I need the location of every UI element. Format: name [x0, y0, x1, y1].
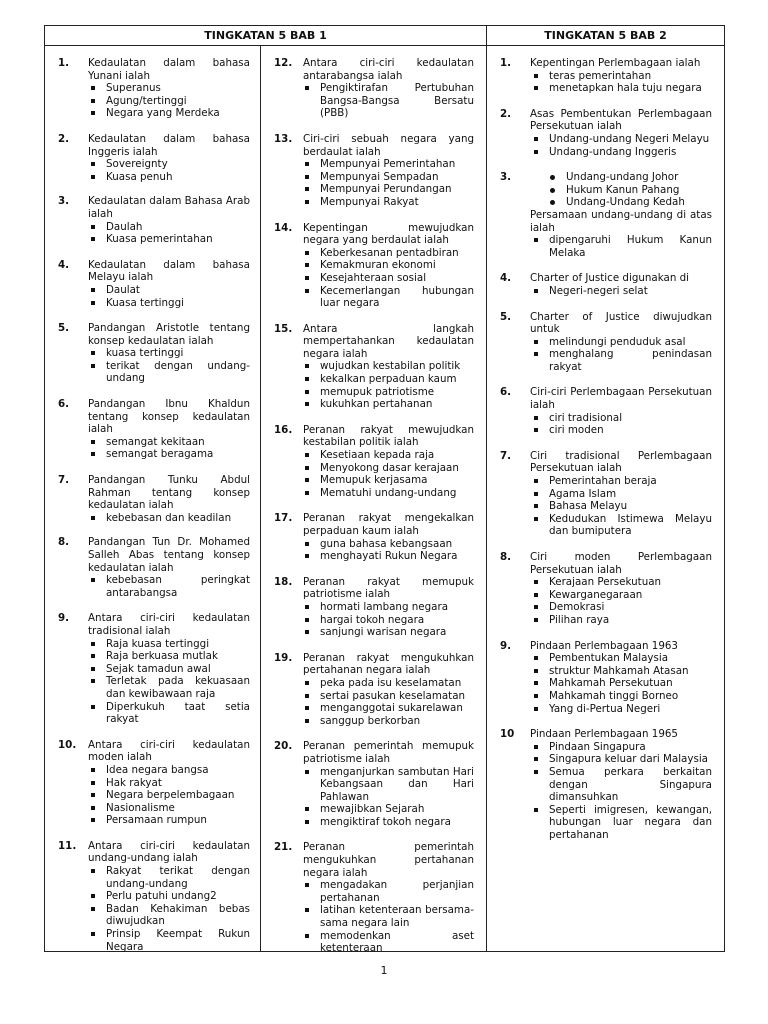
list-item: menetapkan hala tuju negara	[532, 82, 712, 95]
question-number: 10	[500, 728, 515, 741]
list-item: mengadakan perjanjian pertahanan	[303, 879, 474, 904]
list-item: Memupuk kerjasama	[303, 474, 474, 487]
column-bab1-a	[45, 46, 261, 951]
list-item: Hak rakyat	[89, 777, 250, 790]
list-item: wujudkan kestabilan politik	[303, 360, 474, 373]
question-text: Antara ciri-ciri kedaulatan undang-undang ialah	[88, 839, 250, 865]
bullet-list	[89, 347, 250, 385]
header-left: TINGKATAN 5 BAB 1	[45, 26, 487, 45]
bullet-list	[89, 221, 250, 246]
question-item	[261, 841, 486, 954]
question-number: 12.	[274, 57, 293, 69]
column-bab1-b	[261, 46, 487, 955]
bullet-list	[303, 677, 474, 727]
list-item: mengiktiraf tokoh negara	[303, 816, 474, 829]
bullet-list	[532, 336, 712, 374]
list-item: Badan Kehakiman bebas diwujudkan	[89, 903, 250, 928]
bullet-list	[303, 82, 474, 120]
question-item	[261, 576, 486, 639]
list-item: Undang-undang Negeri Melayu	[532, 133, 712, 146]
question-text: Kedaulatan dalam Bahasa Arab ialah	[88, 195, 250, 220]
question-text: Peranan rakyat mengekalkan perpaduan kaum ialah	[303, 512, 474, 537]
bullet-list	[89, 574, 250, 599]
list-item: Nasionalisme	[89, 802, 250, 815]
list-item: Kesejahteraan sosial	[303, 272, 474, 285]
question-text: Antara ciri-ciri kedaulatan moden ialah	[88, 738, 250, 764]
list-item: guna bahasa kebangsaan	[303, 538, 474, 551]
question-text: Kedaulatan dalam bahasa Melayu ialah	[88, 258, 250, 284]
list-item: Pemerintahan beraja	[532, 475, 712, 488]
question-text: Kepentingan mewujudkan negara yang berdaulat ialah	[303, 221, 474, 247]
question-text: Persamaan undang-undang di atas ialah	[530, 208, 712, 234]
question-text: Peranan rakyat memupuk patriotisme ialah	[303, 575, 474, 601]
bullet-list	[532, 234, 712, 259]
question-number: 18.	[274, 575, 293, 588]
list-item: Semua perkara berkaitan dengan Singapura dimansuhkan	[532, 766, 712, 804]
question-number: 4.	[58, 258, 70, 271]
question-number: 20.	[274, 740, 293, 753]
list-item: Hukum Kanun Pahang	[549, 184, 712, 197]
question-number: 11.	[58, 839, 77, 852]
list-item: Singapura keluar dari Malaysia	[532, 753, 712, 766]
question-number: 6.	[58, 398, 70, 411]
question-text: Ciri tradisional Perlembagaan Persekutuan ialah	[530, 449, 712, 475]
list-item: semangat kekitaan	[89, 436, 250, 449]
question-number: 4.	[500, 272, 512, 285]
list-item: Pembentukan Malaysia	[532, 652, 712, 665]
bullet-list	[532, 412, 712, 437]
bullet-list	[303, 766, 474, 829]
list-item: kebebasan peringkat antarabangsa	[89, 574, 250, 599]
question-number: 7.	[500, 449, 512, 462]
question-text: Ciri moden Perlembagaan Persekutuan ialah	[530, 551, 712, 576]
list-item: Raja berkuasa mutlak	[89, 650, 250, 663]
question-text: Antara ciri-ciri kedaulatan antarabangsa ialah	[303, 57, 474, 82]
question-text: Asas Pembentukan Perlembagaan Persekutuan ialah	[530, 107, 712, 133]
question-item	[487, 728, 724, 841]
list-item: Undang-Undang Kedah	[549, 196, 712, 209]
question-text: Peranan pemerintah mengukuhkan pertahanan negara ialah	[303, 841, 474, 879]
question-number: 3.	[58, 195, 70, 208]
question-item	[45, 133, 260, 183]
list-item: hormati lambang negara	[303, 601, 474, 614]
bullet-list	[89, 284, 250, 309]
list-item: Bahasa Melayu	[532, 500, 712, 513]
list-item: Idea negara bangsa	[89, 764, 250, 777]
question-item	[45, 398, 260, 461]
list-item: Daulah	[89, 221, 250, 234]
question-text: Pandangan Aristotle tentang konsep kedaulatan ialah	[88, 322, 250, 347]
list-item: Sejak tamadun awal	[89, 663, 250, 676]
bullet-list	[303, 247, 474, 310]
question-item	[261, 424, 486, 500]
bullet-list	[303, 879, 474, 955]
list-item: kuasa tertinggi	[89, 347, 250, 360]
list-item: melindungi penduduk asal	[532, 336, 712, 349]
list-item: menghayati Rukun Negara	[303, 550, 474, 563]
question-text: Ciri-ciri Perlembagaan Persekutuan ialah	[530, 386, 712, 412]
bullet-list	[532, 475, 712, 538]
bullet-list	[303, 360, 474, 410]
page-number: 1	[380, 964, 388, 977]
question-text: Peranan rakyat mewujudkan kestabilan politik ialah	[303, 423, 474, 449]
list-item: Mahkamah tinggi Borneo	[532, 690, 712, 703]
list-item: Kewarganegaraan	[532, 589, 712, 602]
question-text: Peranan rakyat mengukuhkan pertahanan negara ialah	[303, 651, 474, 677]
question-item	[487, 311, 724, 374]
list-item: latihan ketenteraan bersama-sama negara lain	[303, 904, 474, 929]
question-item	[45, 195, 260, 245]
list-item: hargai tokoh negara	[303, 614, 474, 627]
list-item: peka pada isu keselamatan	[303, 677, 474, 690]
list-item: memupuk patriotisme	[303, 386, 474, 399]
question-text: Pandangan Tunku Abdul Rahman tentang konsep kedaulatan ialah	[88, 474, 250, 512]
question-number: 13.	[274, 132, 293, 145]
question-number: 5.	[500, 310, 512, 323]
question-item	[261, 57, 486, 120]
list-item: menghalang penindasan rakyat	[532, 348, 712, 373]
list-item: Menyokong dasar kerajaan	[303, 462, 474, 475]
list-item: dipengaruhi Hukum Kanun Melaka	[532, 234, 712, 259]
question-item	[487, 171, 724, 259]
list-item: ciri tradisional	[532, 412, 712, 425]
bullet-list	[532, 652, 712, 715]
question-item	[45, 739, 260, 827]
question-text: Antara langkah mempertahankan kedaulatan negara ialah	[303, 322, 474, 360]
bullet-list	[532, 70, 712, 95]
question-number: 10.	[58, 738, 77, 751]
list-item: Pilihan raya	[532, 614, 712, 627]
list-item: Rakyat terikat dengan undang-undang	[89, 865, 250, 890]
question-item	[45, 57, 260, 120]
question-item	[45, 536, 260, 599]
list-item: Kemakmuran ekonomi	[303, 259, 474, 272]
list-item: kekalkan perpaduan kaum	[303, 373, 474, 386]
question-item	[45, 259, 260, 309]
list-item: Kecemerlangan hubungan luar negara	[303, 285, 474, 310]
question-text: Ciri-ciri sebuah negara yang berdaulat ialah	[303, 132, 474, 158]
question-text: Pandangan Tun Dr. Mohamed Salleh Abas tentang konsep kedaulatan ialah	[88, 536, 250, 574]
list-item: sanjungi warisan negara	[303, 626, 474, 639]
list-item: Mempunyai Perundangan	[303, 183, 474, 196]
bullet-list	[89, 764, 250, 827]
question-item	[45, 840, 260, 953]
list-item: Seperti imigresen, kewangan, hubungan luar negara dan pertahanan	[532, 804, 712, 842]
question-number: 17.	[274, 512, 293, 525]
bullet-list	[89, 512, 250, 525]
bullet-list	[532, 576, 712, 626]
question-item	[45, 612, 260, 725]
list-item: Keberkesanan pentadbiran	[303, 247, 474, 260]
question-item	[487, 272, 724, 297]
question-number: 2.	[58, 132, 70, 145]
bullet-list	[89, 82, 250, 120]
list-item: Negara berpelembagaan	[89, 789, 250, 802]
list-item: Pengiktirafan Pertubuhan Bangsa-Bangsa Bersatu (PBB)	[303, 82, 474, 120]
question-number: 3.	[500, 171, 512, 184]
question-number: 5.	[58, 322, 70, 335]
list-item: Sovereignty	[89, 158, 250, 171]
question-number: 14.	[274, 221, 293, 234]
question-text: Kepentingan Perlembagaan ialah	[530, 57, 701, 69]
list-item: kebebasan dan keadilan	[89, 512, 250, 525]
list-item: struktur Mahkamah Atasan	[532, 665, 712, 678]
list-item: Mempunyai Sempadan	[303, 171, 474, 184]
question-item	[45, 474, 260, 524]
question-text: Charter of Justice diwujudkan untuk	[530, 310, 712, 336]
list-item: Prinsip Keempat Rukun Negara	[89, 928, 250, 953]
list-item: menganjurkan sambutan Hari Kebangsaan dan Hari Pahlawan	[303, 766, 474, 804]
question-item	[261, 512, 486, 562]
list-item: Kesetiaan kepada raja	[303, 449, 474, 462]
question-number: 8.	[500, 551, 512, 563]
list-item: Kerajaan Persekutuan	[532, 576, 712, 589]
question-text: Pindaan Perlembagaan 1963	[530, 639, 678, 652]
question-item	[487, 640, 724, 716]
bullet-list	[532, 741, 712, 842]
question-number: 16.	[274, 423, 293, 436]
question-number: 8.	[58, 536, 70, 549]
list-item: Mempunyai Rakyat	[303, 196, 474, 209]
question-number: 9.	[58, 612, 70, 625]
question-text: Kedaulatan dalam bahasa Yunani ialah	[88, 57, 250, 82]
question-number: 15.	[274, 322, 293, 335]
list-item: Mematuhi undang-undang	[303, 487, 474, 500]
question-number: 1.	[58, 57, 70, 69]
list-item: Mahkamah Persekutuan	[532, 677, 712, 690]
list-item: Raja kuasa tertinggi	[89, 638, 250, 651]
bullet-list	[532, 285, 712, 298]
list-item: Kuasa pemerintahan	[89, 233, 250, 246]
question-number: 9.	[500, 639, 512, 652]
bullet-list	[549, 171, 712, 209]
list-item: Agama Islam	[532, 488, 712, 501]
list-item: semangat beragama	[89, 448, 250, 461]
list-item: kukuhkan pertahanan	[303, 398, 474, 411]
notes-table	[44, 25, 725, 955]
list-item: Demokrasi	[532, 601, 712, 614]
list-item: Kedudukan Istimewa Melayu dan bumiputera	[532, 513, 712, 538]
question-number: 21.	[274, 841, 293, 854]
list-item: Negara yang Merdeka	[89, 107, 250, 120]
list-item: Undang-undang Johor	[549, 171, 712, 184]
question-item	[487, 108, 724, 158]
question-item	[261, 133, 486, 209]
list-item: Diperkukuh taat setia rakyat	[89, 701, 250, 726]
bullet-list	[89, 865, 250, 953]
list-item: Agung/tertinggi	[89, 95, 250, 108]
question-text: Charter of Justice digunakan di	[530, 272, 690, 285]
question-text: Pandangan Ibnu Khaldun tentang konsep kedaulatan ialah	[88, 398, 250, 436]
question-item	[487, 450, 724, 538]
question-number: 6.	[500, 386, 512, 399]
list-item: Kuasa penuh	[89, 171, 250, 184]
list-item: Mempunyai Pemerintahan	[303, 158, 474, 171]
list-item: Kuasa tertinggi	[89, 297, 250, 310]
question-item	[261, 740, 486, 828]
bullet-list	[303, 601, 474, 639]
list-item: terikat dengan undang-undang	[89, 360, 250, 385]
question-text: Antara ciri-ciri kedaulatan tradisional ialah	[88, 612, 250, 637]
question-number: 1.	[500, 57, 512, 69]
list-item: ciri moden	[532, 424, 712, 437]
question-item	[487, 551, 724, 627]
question-item	[45, 322, 260, 385]
question-number: 7.	[58, 474, 70, 487]
bullet-list	[532, 133, 712, 158]
bullet-list	[89, 436, 250, 461]
list-item: mewajibkan Sejarah	[303, 803, 474, 816]
list-item: memodenkan aset ketenteraan	[303, 930, 474, 955]
question-item	[487, 386, 724, 436]
list-item: Superanus	[89, 82, 250, 95]
question-item	[261, 222, 486, 310]
list-item: Undang-undang Inggeris	[532, 146, 712, 159]
table-header	[45, 26, 724, 46]
bullet-list	[89, 158, 250, 183]
list-item: Perlu patuhi undang2	[89, 890, 250, 903]
list-item: sertai pasukan keselamatan	[303, 690, 474, 703]
list-item: Pindaan Singapura	[532, 741, 712, 754]
column-bab2	[487, 46, 724, 951]
question-text: Peranan pemerintah memupuk patriotisme ialah	[303, 740, 474, 765]
question-text: Kedaulatan dalam bahasa Inggeris ialah	[88, 132, 250, 158]
list-item: teras pemerintahan	[532, 70, 712, 83]
bullet-list	[89, 638, 250, 726]
question-number: 19.	[274, 651, 293, 664]
bullet-list	[303, 538, 474, 563]
bullet-list	[303, 158, 474, 208]
question-item	[487, 57, 724, 95]
question-item	[261, 652, 486, 728]
question-item	[261, 323, 486, 411]
list-item: Yang di-Pertua Negeri	[532, 703, 712, 716]
header-right: TINGKATAN 5 BAB 2	[544, 29, 667, 42]
list-item: Persamaan rumpun	[89, 814, 250, 827]
bullet-list	[303, 449, 474, 499]
question-number: 2.	[500, 107, 512, 120]
list-item: sanggup berkorban	[303, 715, 474, 728]
list-item: menganggotai sukarelawan	[303, 702, 474, 715]
list-item: Negeri-negeri selat	[532, 285, 712, 298]
list-item: Daulat	[89, 284, 250, 297]
list-item: Terletak pada kekuasaan dan kewibawaan raja	[89, 675, 250, 700]
question-text: Pindaan Perlembagaan 1965	[530, 728, 678, 741]
